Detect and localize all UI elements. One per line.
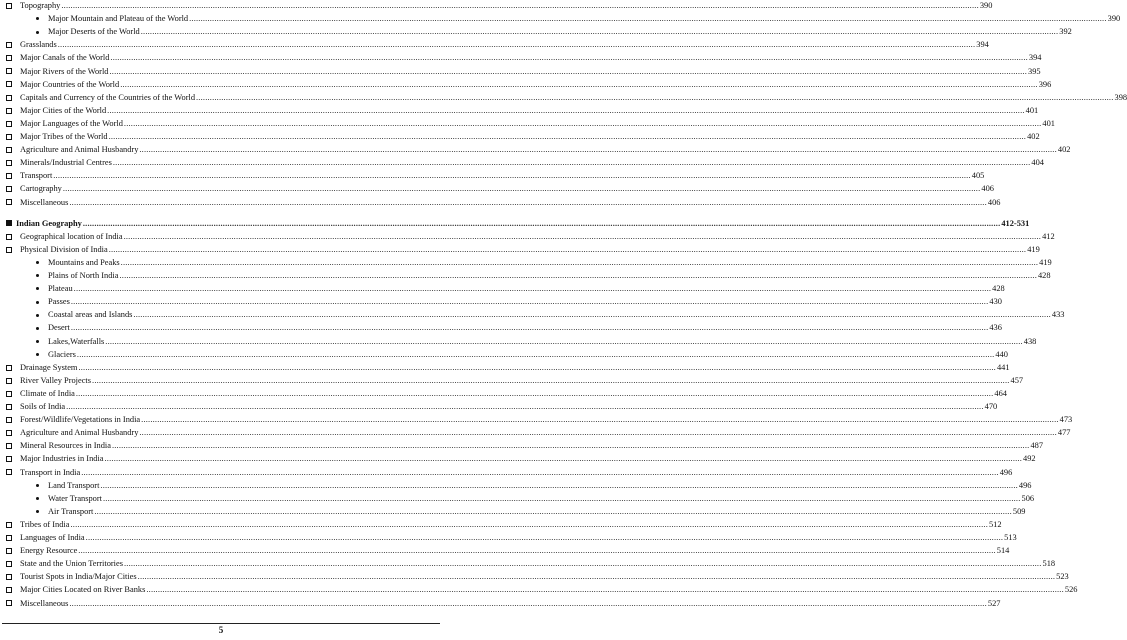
dot-leader: ................................................................................................................................................................................................................................................................................................................................................................................................................ [78, 362, 996, 372]
bullet [36, 283, 39, 295]
bullet [6, 157, 12, 169]
toc-entry [0, 183, 994, 195]
dot-leader: ................................................................................................................................................................................................................................................................................................................................................................................................................ [133, 310, 1051, 320]
toc-entry [0, 118, 1055, 130]
bullet [36, 257, 39, 269]
toc-page-number: 470 [984, 402, 998, 411]
toc-entry-title: Miscellaneous [20, 197, 69, 207]
toc-entry-title: Topography [20, 1, 61, 10]
toc-page-number: 401 [1025, 105, 1039, 115]
toc-entry-title: Major Industries in India [20, 454, 104, 464]
dot-leader: ................................................................................................................................................................................................................................................................................................................................................................................................................ [78, 546, 996, 556]
bullet [36, 322, 39, 334]
toc-subentry [0, 270, 1051, 282]
dot-leader: ................................................................................................................................................................................................................................................................................................................................................................................................................ [82, 218, 1001, 228]
hollow-square-bullet-icon [6, 430, 12, 436]
toc-entry-title: Major Deserts of the World [48, 27, 140, 37]
dot-leader: ................................................................................................................................................................................................................................................................................................................................................................................................................ [105, 336, 1023, 346]
toc-entry-title: State and the Union Territories [20, 559, 123, 569]
bullet [6, 0, 12, 12]
toc-entry [0, 362, 1010, 374]
round-bullet-icon [36, 327, 39, 330]
toc-entry-title: Soils of India [20, 402, 66, 411]
toc-entry [0, 144, 1071, 156]
toc-page-number: 518 [1042, 559, 1056, 569]
toc-entry [0, 52, 1042, 64]
dot-leader: ................................................................................................................................................................................................................................................................................................................................................................................................................ [69, 598, 987, 608]
toc-subentry [0, 480, 1032, 492]
toc-subentry [0, 309, 1065, 321]
dot-leader: ................................................................................................................................................................................................................................................................................................................................................................................................................ [62, 184, 981, 194]
hollow-square-bullet-icon [6, 199, 12, 205]
toc-entry-title: Energy Resource [20, 546, 78, 556]
bullet [36, 493, 39, 505]
toc-entry-title: Lakes,Waterfalls [48, 336, 105, 346]
toc-page-number: 487 [1030, 441, 1043, 451]
bullet [6, 467, 12, 479]
toc-entry-title: Climate of India [20, 388, 75, 398]
toc-page-number: 513 [1004, 533, 1017, 542]
toc-page-number: 523 [1056, 572, 1069, 582]
toc-entry-title: Major Cities of the World [20, 105, 107, 115]
toc-page-number: 526 [1064, 585, 1078, 595]
toc-page-number: 402 [1057, 145, 1071, 155]
toc-entry-title: Drainage System [20, 362, 78, 372]
dot-leader: ................................................................................................................................................................................................................................................................................................................................................................................................................ [70, 297, 989, 307]
toc-entry-title: Indian Geography [16, 218, 82, 228]
dot-leader: ................................................................................................................................................................................................................................................................................................................................................................................................................ [189, 14, 1107, 24]
toc-entry-title: Major Cities Located on River Banks [20, 585, 146, 595]
toc-entry-title: Major Languages of the World [20, 118, 123, 128]
toc-entry-title: Coastal areas and Islands [48, 310, 133, 320]
toc-entry-title: Geographical location of India [20, 231, 123, 241]
toc-page-number: 404 [1031, 158, 1044, 168]
dot-leader: ................................................................................................................................................................................................................................................................................................................................................................................................................ [92, 375, 1010, 385]
bullet [6, 584, 12, 596]
dot-leader: ................................................................................................................................................................................................................................................................................................................................................................................................................ [85, 533, 1004, 542]
hollow-square-bullet-icon [6, 3, 12, 9]
toc-page-number: 464 [994, 388, 1007, 398]
toc-entry-title: Mountains and Peaks [48, 257, 120, 267]
bullet [6, 144, 12, 156]
round-bullet-icon [36, 261, 39, 264]
toc-entry-title: Miscellaneous [20, 598, 69, 608]
dot-leader: ................................................................................................................................................................................................................................................................................................................................................................................................................ [112, 158, 1031, 168]
toc-page-number: 406 [987, 197, 1001, 207]
toc-page-number: 430 [989, 297, 1002, 307]
bullet [6, 453, 12, 465]
dot-leader: ................................................................................................................................................................................................................................................................................................................................................................................................................ [53, 171, 971, 181]
hollow-square-bullet-icon [6, 365, 12, 371]
toc-entry-title: Air Transport [48, 506, 94, 516]
bullet [6, 545, 12, 557]
round-bullet-icon [36, 353, 39, 356]
hollow-square-bullet-icon [6, 68, 12, 74]
round-bullet-icon [36, 274, 39, 277]
hollow-square-bullet-icon [6, 121, 12, 127]
dot-leader: ................................................................................................................................................................................................................................................................................................................................................................................................................ [109, 66, 1027, 76]
toc-entry-title: Capitals and Currency of the Countries of the World [20, 92, 196, 102]
bullet [36, 480, 39, 492]
dot-leader: ................................................................................................................................................................................................................................................................................................................................................................................................................ [146, 585, 1064, 595]
toc-page-number: 390 [1107, 14, 1121, 24]
bullet [6, 401, 12, 413]
toc-entry [0, 375, 1024, 387]
dot-leader: ................................................................................................................................................................................................................................................................................................................................................................................................................ [66, 402, 984, 411]
dot-leader: ................................................................................................................................................................................................................................................................................................................................................................................................................ [108, 132, 1027, 141]
hollow-square-bullet-icon [6, 456, 12, 462]
toc-subentry [0, 13, 1121, 25]
hollow-square-bullet-icon [6, 587, 12, 593]
dot-leader: ................................................................................................................................................................................................................................................................................................................................................................................................................ [61, 1, 979, 10]
dot-leader: ................................................................................................................................................................................................................................................................................................................................................................................................................ [103, 493, 1021, 503]
round-bullet-icon [36, 484, 39, 487]
bullet [6, 388, 12, 400]
toc-entry [0, 401, 998, 413]
toc-page-number: 509 [1012, 506, 1026, 516]
toc-entry-title: Plateau [48, 284, 73, 294]
dot-leader: ................................................................................................................................................................................................................................................................................................................................................................................................................ [141, 415, 1059, 425]
toc-page-number: 440 [995, 349, 1008, 359]
hollow-square-bullet-icon [6, 600, 12, 606]
bullet [6, 52, 12, 64]
toc-page-number: 412-531 [1001, 218, 1030, 228]
hollow-square-bullet-icon [6, 173, 12, 179]
toc-entry-title: Agriculture and Animal Husbandry [20, 428, 139, 438]
hollow-square-bullet-icon [6, 95, 12, 101]
toc-entry-title: Major Tribes of the World [20, 132, 108, 141]
toc-subentry [0, 283, 1005, 295]
bullet [6, 558, 12, 570]
hollow-square-bullet-icon [6, 378, 12, 384]
toc-entry-title: Passes [48, 297, 70, 307]
toc-page-number: 401 [1042, 118, 1055, 128]
toc-entry [0, 157, 1044, 169]
toc-entry-title: Major Countries of the World [20, 79, 120, 89]
toc-page-number: 392 [1059, 27, 1072, 37]
round-bullet-icon [36, 17, 39, 20]
toc-entry [0, 39, 989, 51]
dot-leader: ................................................................................................................................................................................................................................................................................................................................................................................................................ [57, 40, 976, 50]
toc-page-number: 428 [992, 284, 1005, 294]
dot-leader: ................................................................................................................................................................................................................................................................................................................................................................................................................ [123, 231, 1042, 241]
round-bullet-icon [36, 287, 39, 290]
toc-entry-title: Water Transport [48, 493, 102, 503]
toc-entry [0, 519, 1002, 531]
bullet [6, 571, 12, 583]
toc-subentry [0, 296, 1002, 308]
dot-leader: ................................................................................................................................................................................................................................................................................................................................................................................................................ [81, 467, 999, 477]
hollow-square-bullet-icon [6, 134, 12, 140]
toc-entry-title: Land Transport [48, 480, 100, 490]
toc-page-number: 390 [979, 1, 993, 10]
toc-page-number: 419 [1027, 244, 1040, 254]
hollow-square-bullet-icon [6, 391, 12, 397]
toc-page-number: 492 [1023, 454, 1036, 464]
hollow-square-bullet-icon [6, 81, 12, 87]
toc-entry-title: Mineral Resources in India [20, 441, 111, 451]
toc-page-number: 473 [1059, 415, 1073, 425]
toc-entry [0, 467, 1013, 479]
toc-section-heading [0, 218, 1030, 230]
toc-page-number: 441 [996, 362, 1010, 372]
dot-leader: ................................................................................................................................................................................................................................................................................................................................................................................................................ [69, 197, 987, 207]
toc-entry [0, 197, 1001, 209]
hollow-square-bullet-icon [6, 160, 12, 166]
dot-leader: ................................................................................................................................................................................................................................................................................................................................................................................................................ [137, 572, 1056, 582]
bullet [36, 309, 39, 321]
toc-page-number: 394 [1028, 53, 1042, 63]
toc-page-number: 419 [1039, 257, 1052, 267]
bullet [6, 598, 12, 610]
toc-page-number: 405 [971, 171, 985, 181]
hollow-square-bullet-icon [6, 574, 12, 580]
round-bullet-icon [36, 510, 39, 513]
hollow-square-bullet-icon [6, 42, 12, 48]
toc-page-number: 396 [1038, 79, 1052, 89]
toc-entry-title: Grasslands [20, 40, 57, 50]
bullet [36, 270, 39, 282]
toc-page-number: 402 [1027, 132, 1040, 141]
toc-subentry [0, 336, 1037, 348]
bullet [6, 197, 12, 209]
toc-entry [0, 231, 1055, 243]
dot-leader: ................................................................................................................................................................................................................................................................................................................................................................................................................ [73, 284, 992, 294]
hollow-square-bullet-icon [6, 55, 12, 61]
hollow-square-bullet-icon [6, 535, 12, 541]
hollow-square-bullet-icon [6, 147, 12, 153]
toc-page-number: 506 [1021, 493, 1035, 503]
toc-entry [0, 170, 985, 182]
toc-entry [0, 0, 993, 12]
toc-entry [0, 66, 1041, 78]
dot-leader: ................................................................................................................................................................................................................................................................................................................................................................................................................ [70, 323, 989, 333]
toc-entry [0, 440, 1043, 452]
bullet [6, 362, 12, 374]
toc-entry-title: Tribes of India [20, 519, 70, 529]
toc-subentry [0, 26, 1072, 38]
bullet [6, 427, 12, 439]
dot-leader: ................................................................................................................................................................................................................................................................................................................................................................................................................ [139, 428, 1057, 438]
bullet [6, 440, 12, 452]
round-bullet-icon [36, 31, 39, 34]
toc-page-number: 438 [1023, 336, 1037, 346]
toc-entry-title: Cartography [20, 184, 62, 194]
toc-entry [0, 532, 1017, 544]
toc-entry [0, 427, 1071, 439]
bullet [36, 336, 39, 348]
toc-entry [0, 388, 1007, 400]
bullet [6, 375, 12, 387]
dot-leader: ................................................................................................................................................................................................................................................................................................................................................................................................................ [140, 27, 1059, 37]
bullet [6, 519, 12, 531]
bullet [6, 39, 12, 51]
bullet [6, 170, 12, 182]
bullet [6, 66, 12, 78]
toc-page-number: 527 [987, 598, 1001, 608]
toc-page-number: 436 [989, 323, 1002, 333]
dot-leader: ................................................................................................................................................................................................................................................................................................................................................................................................................ [120, 79, 1038, 89]
bullet [6, 183, 12, 195]
toc-subentry [0, 506, 1026, 518]
toc-entry [0, 545, 1010, 557]
toc-page-number: 514 [996, 546, 1010, 556]
bullet [36, 296, 39, 308]
hollow-square-bullet-icon [6, 247, 12, 253]
toc-entry-title: Transport in India [20, 467, 81, 477]
dot-leader: ................................................................................................................................................................................................................................................................................................................................................................................................................ [94, 506, 1012, 516]
toc-page-number: 512 [988, 519, 1002, 529]
dot-leader: ................................................................................................................................................................................................................................................................................................................................................................................................................ [76, 349, 995, 359]
toc-page-number: 394 [976, 40, 989, 50]
bullet [6, 244, 12, 256]
hollow-square-bullet-icon [6, 234, 12, 240]
toc-page-number: 433 [1051, 310, 1065, 320]
toc-entry [0, 79, 1052, 91]
toc-entry-title: Major Rivers of the World [20, 66, 109, 76]
bullet [36, 26, 39, 38]
hollow-square-bullet-icon [6, 522, 12, 528]
hollow-square-bullet-icon [6, 469, 12, 475]
dot-leader: ................................................................................................................................................................................................................................................................................................................................................................................................................ [124, 559, 1042, 569]
toc-entry-title: Glaciers [48, 349, 76, 359]
dot-leader: ................................................................................................................................................................................................................................................................................................................................................................................................................ [108, 244, 1027, 254]
hollow-square-bullet-icon [6, 404, 12, 410]
toc-entry [0, 571, 1069, 583]
dot-leader: ................................................................................................................................................................................................................................................................................................................................................................................................................ [196, 92, 1114, 102]
bullet [6, 118, 12, 130]
hollow-square-bullet-icon [6, 417, 12, 423]
toc-entry [0, 244, 1040, 256]
toc-entry-title: River Valley Projects [20, 375, 92, 385]
toc-page-number: 395 [1028, 66, 1041, 76]
toc-entry [0, 453, 1036, 465]
bullet [6, 532, 12, 544]
dot-leader: ................................................................................................................................................................................................................................................................................................................................................................................................................ [110, 53, 1028, 63]
toc-page-number: 496 [1018, 480, 1032, 490]
toc-entry [0, 598, 1001, 610]
bullet [36, 506, 39, 518]
toc-entry-title: Plains of North India [48, 271, 119, 280]
hollow-square-bullet-icon [6, 561, 12, 567]
dot-leader: ................................................................................................................................................................................................................................................................................................................................................................................................................ [139, 145, 1057, 155]
toc-entry [0, 414, 1073, 426]
toc-page-number: 428 [1037, 271, 1051, 280]
toc-entry [0, 92, 1127, 104]
bullet [6, 218, 12, 230]
toc-page-number: 398 [1114, 92, 1127, 102]
toc-entry-title: Major Mountain and Plateau of the World [48, 14, 189, 24]
dot-leader: ................................................................................................................................................................................................................................................................................................................................................................................................................ [75, 388, 994, 398]
toc-subentry [0, 349, 1008, 361]
toc-entry [0, 105, 1039, 117]
filled-square-bullet-icon [6, 220, 12, 226]
bullet [6, 79, 12, 91]
toc-entry-title: Desert [48, 323, 70, 333]
page-number: 5 [218, 625, 224, 635]
hollow-square-bullet-icon [6, 548, 12, 554]
toc-subentry [0, 257, 1052, 269]
toc-entry-title: Agriculture and Animal Husbandry [20, 145, 139, 155]
dot-leader: ................................................................................................................................................................................................................................................................................................................................................................................................................ [107, 105, 1025, 115]
round-bullet-icon [36, 314, 39, 317]
dot-leader: ................................................................................................................................................................................................................................................................................................................................................................................................................ [111, 441, 1030, 451]
hollow-square-bullet-icon [6, 443, 12, 449]
toc-entry [0, 131, 1040, 143]
round-bullet-icon [36, 301, 39, 304]
toc-subentry [0, 493, 1035, 505]
toc-entry-title: Languages of India [20, 533, 85, 542]
bullet [6, 231, 12, 243]
footer-rule [2, 623, 440, 624]
bullet [6, 105, 12, 117]
dot-leader: ................................................................................................................................................................................................................................................................................................................................................................................................................ [70, 519, 988, 529]
toc-entry-title: Physical Division of India [20, 244, 108, 254]
round-bullet-icon [36, 497, 39, 500]
toc-entry-title: Tourist Spots in India/Major Cities [20, 572, 137, 582]
bullet [6, 131, 12, 143]
toc-page-number: 406 [981, 184, 994, 194]
toc-page-number: 412 [1042, 231, 1055, 241]
round-bullet-icon [36, 340, 39, 343]
hollow-square-bullet-icon [6, 186, 12, 192]
toc-entry-title: Transport [20, 171, 53, 181]
toc-page-number: 496 [999, 467, 1013, 477]
hollow-square-bullet-icon [6, 108, 12, 114]
dot-leader: ................................................................................................................................................................................................................................................................................................................................................................................................................ [123, 118, 1042, 128]
bullet [36, 349, 39, 361]
dot-leader: ................................................................................................................................................................................................................................................................................................................................................................................................................ [100, 480, 1018, 490]
toc-entry-title: Minerals/Industrial Centres [20, 158, 112, 168]
dot-leader: ................................................................................................................................................................................................................................................................................................................................................................................................................ [120, 257, 1039, 267]
bullet [6, 414, 12, 426]
dot-leader: ................................................................................................................................................................................................................................................................................................................................................................................................................ [104, 454, 1023, 464]
toc-page-number: 457 [1010, 375, 1024, 385]
toc-page-number: 477 [1057, 428, 1071, 438]
toc-entry-title: Forest/Wildlife/Vegetations in India [20, 415, 141, 425]
dot-leader: ................................................................................................................................................................................................................................................................................................................................................................................................................ [119, 271, 1037, 280]
bullet [36, 13, 39, 25]
toc-entry [0, 584, 1078, 596]
toc-entry [0, 558, 1056, 570]
toc-subentry [0, 322, 1002, 334]
bullet [6, 92, 12, 104]
toc-entry-title: Major Canals of the World [20, 53, 110, 63]
